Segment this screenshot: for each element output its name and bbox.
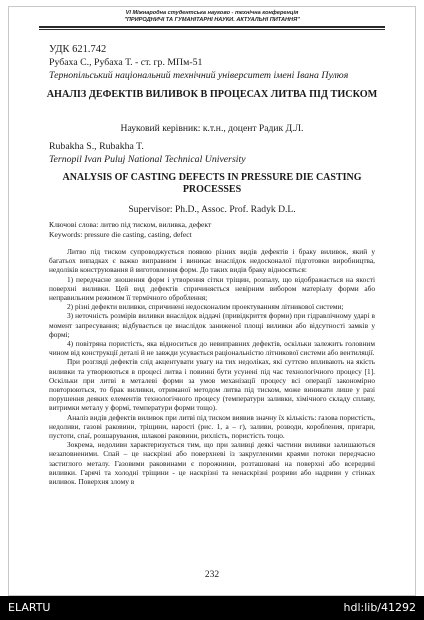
conference-title-line1: VI Міжнародна студентська науково - технічна конференція	[125, 10, 299, 16]
page-number: 232	[204, 570, 220, 580]
paragraph: 4) повітряна пористість, яка відноситься до невиправних дефектів, оскільки залежить головним чином від конструкції деталі й не завжди усувається раціональністю літникової системи або вентиляції.	[49, 339, 375, 358]
institution-ua: Тернопільський національний технічний університет імені Івана Пулюя	[49, 70, 349, 81]
paragraph: Зокрема, недоливи характеризується тим, що при заливці деякі частини виливки залишаються незаповненими. Спай – це наскрізні або поверхневі із закругленими краями потоки передчасно застиглого металу. Газовими раковинами є порожнини, розташовані на поверхні або всередині виливки. Гарячі та холодні тріщини - це наскрізні та ненаскрізні розриви або надриви у стінках виливок. Поверхня злому в	[49, 440, 375, 487]
paragraph: При розгляді дефектів слід акцентувати увагу на тих недоліках, які суттєво впливають на якість виливки та утворюються в процесі литва і повинні бути усунені під час технологічного процесу [1]. Оскільки при литві в металеві форми за умов механізації процесу всі операції закономірно повторюються, то брак виливки, отриманої методом литва під тиском, може виникати лише у разі порушення деяких елементів технологічного процесу (температури заливки, хімічного складу сплаву, витримки металу у формі, температури форми тощо).	[49, 357, 375, 413]
repository-footer	[0, 596, 424, 620]
conference-title-line2: "ПРИРОДНИЧІ ТА ГУМАНІТАРНІ НАУКИ. АКТУАЛЬНІ ПИТАННЯ"	[124, 17, 300, 23]
document-page	[8, 6, 416, 596]
supervisor-ua: Науковий керівник: к.т.н., доцент Радик Д.Л.	[120, 123, 304, 134]
conference-header	[9, 10, 415, 24]
paragraph: Аналіз видів дефектів виливок при литві під тиском виявив значну їх кількість: газова пористість, недоливи, газові раковини, тріщини, наростi (рис. 1, а – г), заливи, розводи, коробления, пригари, пустоти, спаї, розшарування, шлакові раковини, рихлість, пористість тощо.	[49, 412, 375, 441]
udk-code: УДК 621.742	[49, 44, 107, 55]
body-text	[49, 247, 375, 486]
paragraph: 3) неточність розмірів виливки внаслідок віддачі (привідкриття форми) при гідравлічному ударі в момент запресування; відбувається це внаслідок заниженої площі виливки або відсутності замків у формі;	[49, 311, 375, 339]
header-rule	[39, 26, 385, 28]
paper-title-en: ANALYSIS OF CASTING DEFECTS IN PRESSURE DIE CASTING PROCESSES	[62, 172, 362, 195]
paragraph: 1) передчасне зношення форм і утворення сітки тріщин, розпалу, що відображається на якості поверхні виливки. Цей вид дефектів спричиняється невірним вибором матеріалу форми або неправильним режимом її термічного оброблення;	[49, 274, 375, 303]
authors-en: Rubakha S., Rubakha T.	[49, 141, 144, 152]
paragraph: Литво під тиском супроводжується появою різних видів дефектів і браку виливок, який у багатьох випадках є важко виправним і виникає внаслідок недоcконалої підготовки виробництва, недоліків конструювання й виготовлення форм. До таких видів браку відносяться:	[49, 247, 375, 275]
institution-en: Ternopil Ivan Puluj National Technical University	[49, 154, 246, 165]
keywords-ua: Ключові слова: литво під тиском, виливка, дефект	[49, 220, 212, 229]
keywords-en: Keywords: pressure die casting, casting, defect	[49, 230, 192, 239]
supervisor-en: Supervisor: Ph.D., Assoc. Prof. Radyk D.L.	[128, 204, 296, 215]
authors-ua: Рубаха С., Рубаха Т. - ст. гр. МПм-51	[49, 57, 203, 68]
handle-id: hdl:lib/41292	[343, 601, 416, 614]
repository-name: ELARTU	[8, 601, 51, 614]
paper-title-ua: АНАЛІЗ ДЕФЕКТІВ ВИЛИВОК В ПРОЦЕСАХ ЛИТВА ПІД ТИСКОМ	[46, 89, 378, 100]
header-rule-thin	[39, 29, 385, 30]
paragraph: 2) різні дефекти виливки, спричинені недосконалим проектуванням літникової системи;	[67, 302, 344, 312]
